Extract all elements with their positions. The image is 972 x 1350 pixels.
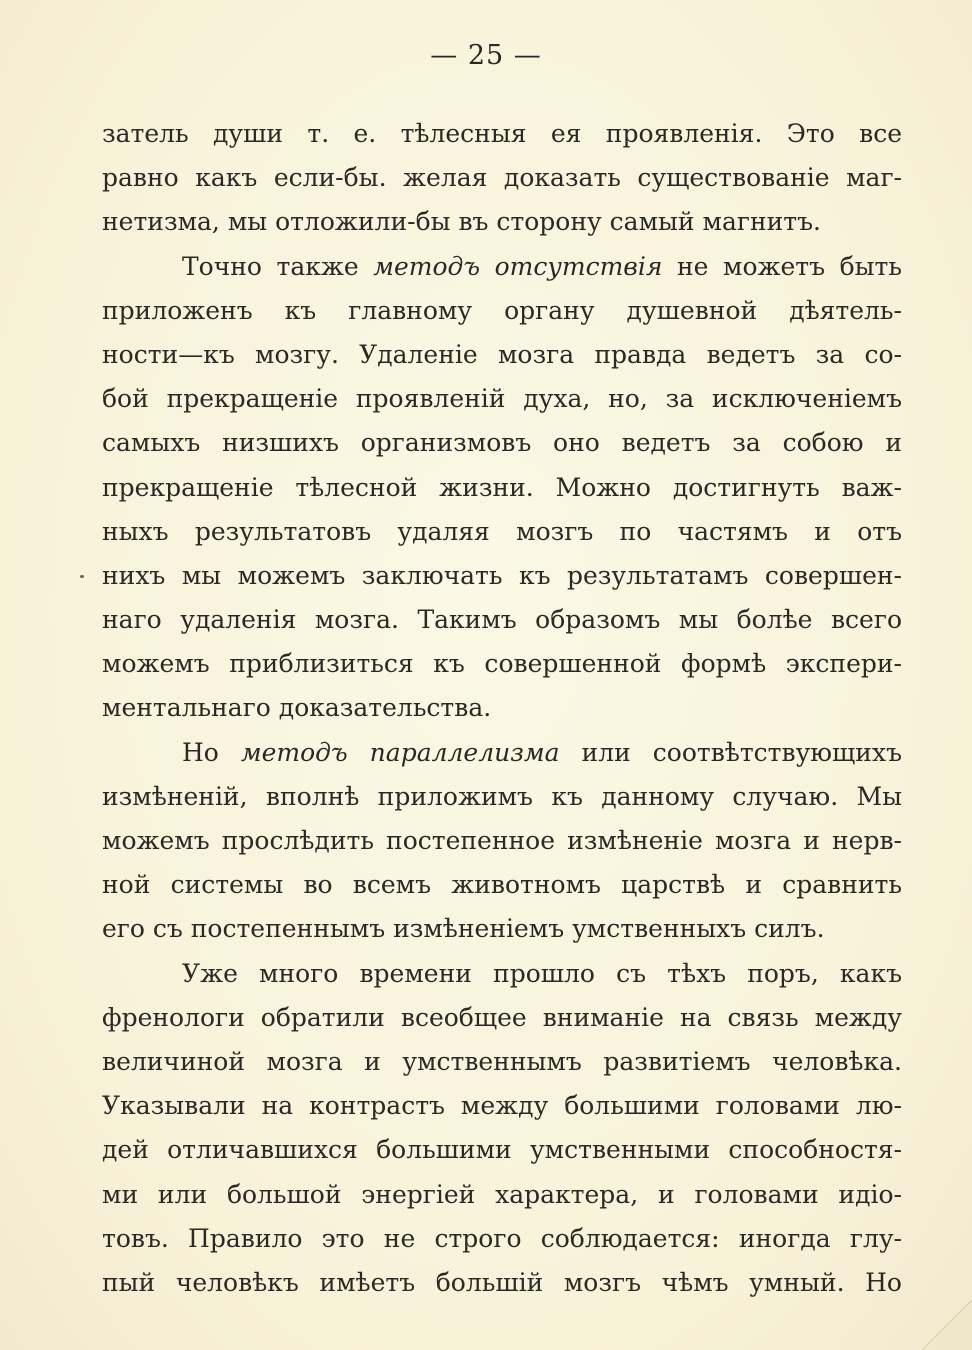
text-line xyxy=(102,731,902,775)
text-segment: прекращеніе тѣлесной жизни. Можно достигнуть важ- xyxy=(102,472,902,502)
text-segment: бой прекращеніе проявленій духа, но, за исключеніемъ xyxy=(102,384,902,414)
text-line xyxy=(102,156,902,200)
text-line xyxy=(102,642,902,686)
text-line xyxy=(102,377,902,421)
text-line xyxy=(102,996,902,1040)
text-segment: Точно также xyxy=(182,251,374,281)
text-line xyxy=(102,863,902,907)
page-corner-fold xyxy=(892,1290,972,1350)
text-segment: измѣненій, вполнѣ приложимъ къ данному случаю. Мы xyxy=(102,781,902,811)
text-segment: не можетъ быть xyxy=(662,251,902,281)
paper-speck xyxy=(80,575,84,578)
text-segment: можемъ прослѣдить постепенное измѣненіе мозга и нерв- xyxy=(102,826,902,855)
text-segment: затель души т. е. тѣлесныя ея проявленія. Это все xyxy=(102,119,902,148)
text-segment: ми или большой энергіей характера, и головами идіо- xyxy=(102,1179,902,1209)
text-segment: его съ постепеннымъ измѣненіемъ умственныхъ силъ. xyxy=(102,914,825,944)
emphasized-text: методъ отсутствія xyxy=(373,251,663,281)
text-line xyxy=(102,466,902,510)
text-line xyxy=(102,819,902,863)
text-segment: френологи обратили всеобщее вниманіе на связь между xyxy=(102,1002,902,1032)
text-line xyxy=(102,510,902,554)
text-segment: пый человѣкъ имѣетъ большій мозгъ чѣмъ умный. Но xyxy=(102,1267,902,1297)
text-segment: можемъ приблизиться къ совершенной формѣ экспери- xyxy=(102,649,902,679)
text-segment: ности—къ мозгу. Удаленіе мозга правда ведетъ за со- xyxy=(102,339,902,369)
text-line xyxy=(102,421,902,465)
text-segment: дей отличавшихся большими умственными способностя- xyxy=(102,1135,902,1165)
text-line xyxy=(102,554,902,598)
text-segment: ментальнаго доказательства. xyxy=(102,693,492,723)
text-line xyxy=(102,1128,902,1172)
emphasized-text: методъ параллелизма xyxy=(240,737,560,767)
text-segment: приложенъ къ главному органу душевной дѣятель- xyxy=(102,295,902,325)
text-line xyxy=(102,775,902,819)
text-segment: величиной мозга и умственнымъ развитіемъ человѣка. xyxy=(102,1046,902,1076)
text-segment: ной системы во всемъ животномъ царствѣ и сравнить xyxy=(102,870,902,900)
text-line xyxy=(102,1217,902,1261)
text-segment: равно какъ если-бы. желая доказать существованіе маг- xyxy=(102,163,902,193)
text-line xyxy=(102,1261,902,1305)
text-line xyxy=(102,1040,902,1084)
text-segment: или соотвѣтствующихъ xyxy=(559,737,902,767)
text-line xyxy=(102,598,902,642)
text-segment: Но xyxy=(182,737,241,767)
text-line xyxy=(102,289,902,333)
text-segment: наго удаленія мозга. Такимъ образомъ мы болѣе всего xyxy=(102,605,902,635)
text-segment: Указывали на контрастъ между большими головами лю- xyxy=(102,1091,902,1121)
text-line xyxy=(102,1173,902,1217)
text-segment: товъ. Правило это не строго соблюдается: иногда глу- xyxy=(102,1223,902,1253)
text-segment: нетизма, мы отложили-бы въ сторону самый магнитъ. xyxy=(102,207,821,237)
text-segment: Уже много времени прошло съ тѣхъ поръ, какъ xyxy=(182,958,902,988)
text-segment: ныхъ результатовъ удаляя мозгъ по частямъ и отъ xyxy=(102,516,902,546)
text-line xyxy=(102,952,902,996)
text-line xyxy=(102,1084,902,1128)
text-line xyxy=(102,333,902,377)
text-line xyxy=(102,200,902,244)
text-line xyxy=(102,245,902,289)
body-text xyxy=(102,112,902,1305)
text-line xyxy=(102,112,902,156)
text-line xyxy=(102,907,902,951)
text-segment: самыхъ низшихъ организмовъ оно ведетъ за собою и xyxy=(102,428,902,458)
text-segment: нихъ мы можемъ заключать къ результатамъ совершен- xyxy=(102,560,902,590)
page-number: — 25 — xyxy=(430,40,542,71)
text-line xyxy=(102,686,902,730)
